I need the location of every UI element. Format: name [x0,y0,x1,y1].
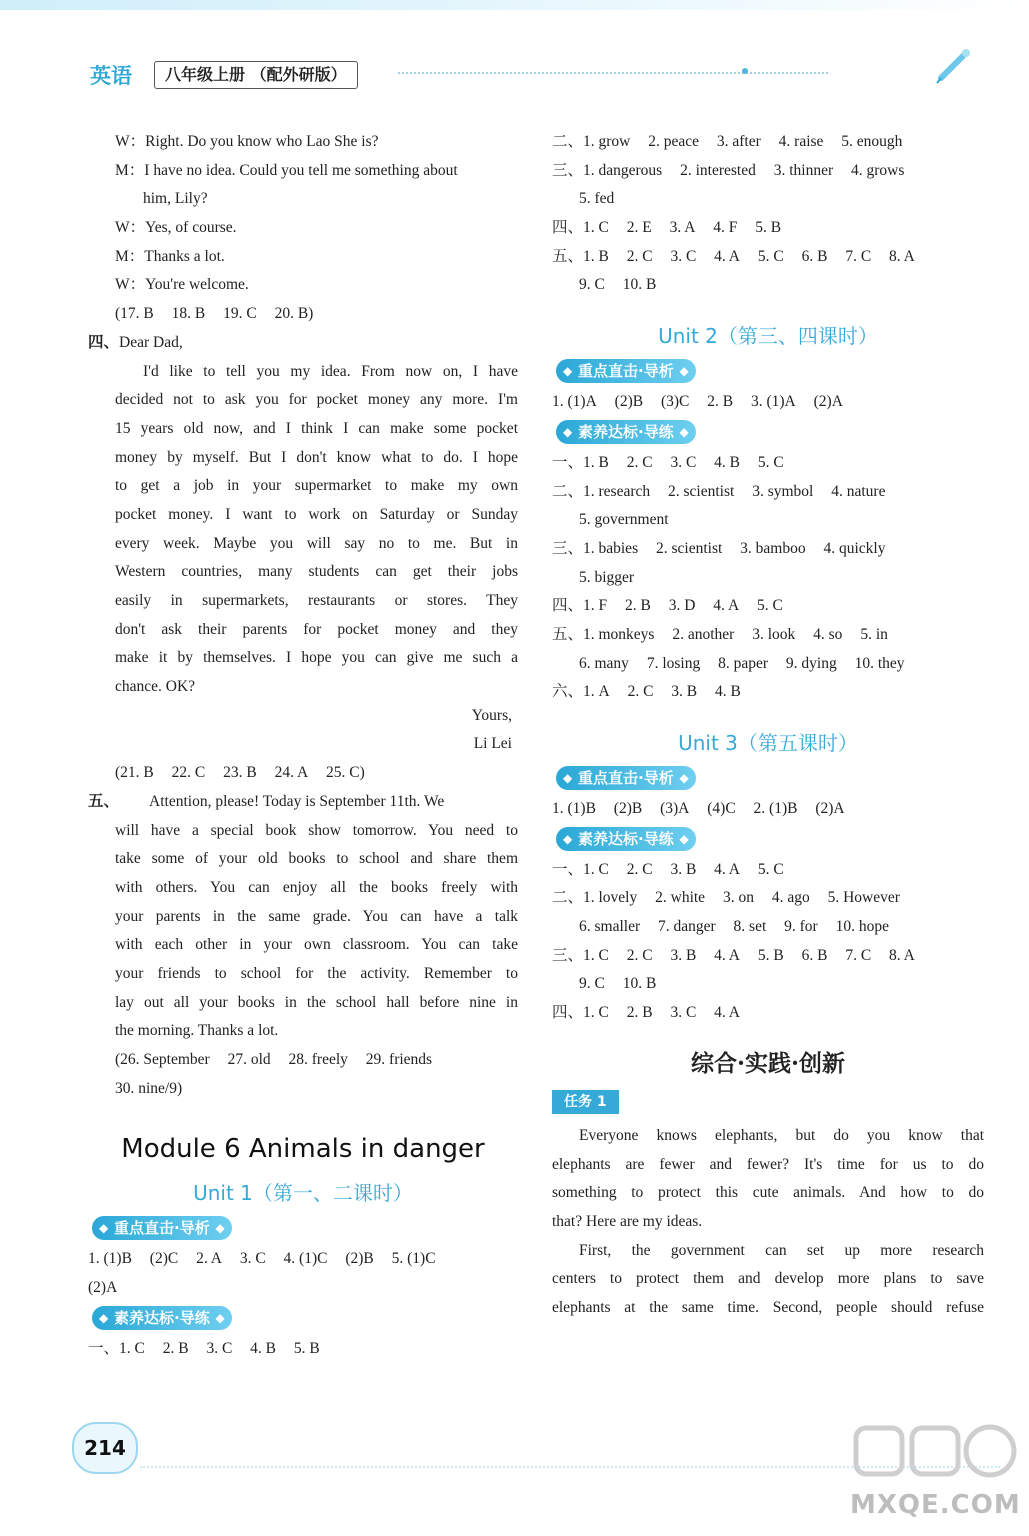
section-badge: ◆ 素养达标·导练 ◆ [556,827,696,851]
essay-line: elephants at the same time. Second, people should refuse [552,1298,984,1316]
grade-label: 八年级上册 （配外研版） [154,61,358,89]
watermark-text: MXQE.COM [850,1490,1021,1520]
answer-item: 25. C) [326,764,365,782]
watermark [850,1418,1020,1528]
answer-item: 4. nature [831,482,886,500]
answer-item: 5. enough [841,133,903,150]
letter-line: to get a job in your supermarket to make my own [115,477,518,495]
answer-item: 1. (1)B [552,800,596,817]
subject-label: 英语 [90,64,132,88]
answer-item: 8. A [889,247,915,265]
answer-line [552,128,984,157]
answer-item: 2. C [627,683,654,701]
answer-item: 6. B [801,247,828,265]
letter-line: chance. OK? [115,678,196,696]
answer-item: 六、1. A [552,683,610,701]
letter-line: money by myself. But I don't know what to do. I hope [115,448,518,466]
answer-item: 二、1. research [552,482,651,500]
watermark-logo-icon [850,1418,1020,1488]
answer-item: 2. A [196,1250,222,1268]
answer-line: 5. government [579,511,669,529]
answer-item: 2. B [707,393,734,411]
answer-line: 30. nine/9) [115,1079,183,1097]
answer-item: 四、1. C [552,1004,609,1022]
answer-line [552,243,984,272]
answer-item: (26. September [115,1051,210,1068]
answer-item: 4. raise [778,133,824,150]
answer-item: 10. hope [835,918,889,936]
answer-item: 5. C [757,597,783,615]
answer-line [552,449,984,478]
letter-line: I'd like to tell you my idea. From now on, I have [143,362,518,380]
answer-item: 3. B [671,683,698,701]
answer-item: 6. smaller [579,918,641,936]
letter-closing: Yours, [471,706,512,724]
answer-item: 4. B [715,683,741,701]
answer-line [552,214,984,243]
answer-item: 24. A [274,764,309,782]
answer-line [88,300,518,329]
answer-item: 2. C [626,453,653,471]
essay-line: that? Here are my ideas. [552,1212,703,1230]
top-color-band [0,0,1029,10]
answer-line [552,913,984,942]
answer-item: 10. they [854,654,905,672]
answer-line [552,970,984,999]
answer-item: 7. C [845,946,872,964]
answer-item: 9. for [784,918,818,936]
answer-item: 四、1. F [552,597,608,615]
answer-item: 1. (1)B [88,1250,132,1268]
answer-item: 19. C [223,305,257,323]
answer-line [88,759,518,788]
answer-item: (2)B [614,393,644,411]
left-column [88,128,518,1363]
answer-item: 2. another [672,625,735,643]
answer-item: 三、1. dangerous [552,161,663,179]
answer-item: 5. C [757,860,784,878]
answer-item: 3. C [670,453,697,471]
answer-item: 3. C [670,247,697,265]
section-title: 综合·实践·创新 [690,1049,845,1077]
answer-line [552,535,984,564]
notice-line [88,788,518,817]
answer-item: 1. (1)A [552,393,597,411]
answer-item: 3. C [239,1250,266,1268]
answer-line [552,650,984,679]
answer-item: (2)B [345,1250,374,1268]
notice-line: with others. You can enjoy all the books freely with [115,878,518,896]
answer-item: 二、1. lovely [552,889,638,907]
answer-line: 5. fed [579,190,615,208]
unit-title: Unit 2（第三、四课时） [658,324,878,349]
answer-item: 3. on [722,889,754,907]
answer-item: 2. interested [680,161,756,179]
answer-item: 8. paper [718,654,769,672]
answer-line [552,942,984,971]
answer-item: 3. C [670,1004,697,1022]
answer-line [552,678,984,707]
dialogue-line: W：Yes, of course. [115,219,237,237]
answer-item: 9. C [579,276,605,294]
answer-item: 3. look [752,625,796,643]
answer-item: 3. thinner [773,161,834,179]
salutation: Dear Dad, [119,333,183,351]
answer-line: (2)A [88,1279,118,1297]
answer-line [552,999,984,1028]
letter-line: pocket money. I want to work on Saturday or Sunday [115,505,518,523]
answer-item: 3. B [670,946,697,964]
answer-item: (2)B [613,800,643,817]
answer-line [552,271,984,300]
dialogue-line: M：Thanks a lot. [115,247,225,265]
answer-item: 6. many [579,654,629,672]
answer-item: 一、1. C [552,860,609,878]
answer-item: (4)C [707,800,736,817]
answer-item: 2. C [626,860,653,878]
answer-line [552,388,984,417]
answer-item: (3)A [660,800,690,817]
answer-item: 2. E [626,219,652,237]
module-title: Module 6 Animals in danger [121,1134,485,1165]
answer-line [552,621,984,650]
answer-line [88,1046,518,1075]
answer-item: (3)C [660,393,690,411]
answer-item: 7. C [845,247,872,265]
notice-line: your parents in the same grade. You can have a talk [115,907,518,925]
answer-item: 2. C [626,946,653,964]
answer-item: 3. D [668,597,696,615]
answer-item: 二、1. grow [552,133,631,150]
answer-item: 4. ago [771,889,810,907]
answer-item: 2. peace [648,133,700,150]
task-tag: 任务 1 [552,1090,619,1114]
letter-salutation-line [88,329,518,358]
answer-item: 五、1. monkeys [552,625,655,643]
answer-line [552,884,984,913]
notice-line: the morning. Thanks a lot. [115,1022,279,1040]
answer-item: 22. C [171,764,206,782]
header-divider [398,72,828,74]
section-label: 五、 [88,792,120,810]
answer-item: 5. However [827,889,900,907]
dialogue-line: W：You're welcome. [115,276,249,294]
notice-line: with each other in your own classroom. You can take [115,936,518,954]
answer-item: 2. scientist [668,482,735,500]
section-label: 四、 [88,333,120,351]
essay-line: First, the government can set up more research [579,1241,984,1259]
answer-item: 3. B [670,860,697,878]
dialogue-line: M：I have no idea. Could you tell me something about [115,161,458,179]
answer-item: 5. B [293,1339,320,1357]
answer-item: 五、1. B [552,247,609,265]
answer-item: 6. B [801,946,828,964]
section-badge: ◆ 重点直击·导析 ◆ [556,359,696,383]
answer-item: 4. quickly [823,539,886,557]
answer-item: 4. so [813,625,843,643]
answer-item: 4. (1)C [283,1250,328,1268]
notice-line: lay out all your books in the school hall before nine in [115,993,518,1011]
page-header [88,58,988,90]
page-number: 214 [72,1422,138,1474]
answer-item: 3. C [206,1339,233,1357]
letter-signature: Li Lei [473,735,512,753]
answer-item: 3. bamboo [740,539,806,557]
answer-item: 5. in [860,625,888,643]
answer-item: 2. (1)B [753,800,798,817]
answer-item: 4. grows [851,161,905,179]
answer-item: 2. B [625,597,651,615]
answer-line [552,157,984,186]
answer-item: 5. B [755,219,782,237]
answer-line [552,592,984,621]
answer-item: (2)C [149,1250,179,1268]
header-dot [742,68,748,74]
answer-line [88,1335,518,1364]
section-badge: ◆ 素养达标·导练 ◆ [556,420,696,444]
essay-line: centers to protect them and develop more plans to save [552,1270,984,1288]
answer-item: 四、1. C [552,219,609,237]
answer-item: 9. dying [785,654,837,672]
dialogue-line: him, Lily? [143,190,208,208]
answer-item: 7. losing [646,654,701,672]
notice-line: take some of your old books to school and share them [115,850,518,868]
answer-item: 2. C [626,247,653,265]
answer-line [88,1245,518,1274]
letter-line: decided not to ask you for pocket money any more. I'm [115,391,518,409]
answer-item: (17. B [115,305,154,323]
answer-item: 3. after [716,133,761,150]
answer-item: 8. A [889,946,915,964]
notice-line: your friends to school for the activity. Remember to [115,964,518,982]
answer-item: 4. B [714,453,740,471]
answer-item: 27. old [227,1051,271,1068]
answer-item: 2. scientist [655,539,723,557]
essay-line: something to protect this cute animals. And how to do [552,1184,984,1202]
answer-item: 23. B [223,764,257,782]
answer-item: 3. A [669,219,696,237]
letter-line: easily in supermarkets, restaurants or stores. They [115,592,518,609]
letter-line: Western countries, many students can get their jobs [115,563,518,581]
dialogue-line: W：Right. Do you know who Lao She is? [115,133,379,150]
answer-item: (2)A [813,393,843,411]
answer-item: 4. A [714,247,740,265]
essay-line: elephants are fewer and fewer? It's time for us to do [552,1155,984,1173]
answer-item: 一、1. C [88,1339,145,1357]
answer-item: 4. A [714,1004,740,1022]
answer-line: 5. bigger [579,568,635,586]
right-column [552,128,984,1323]
answer-item: 7. danger [658,918,716,936]
answer-item: 4. B [250,1339,276,1357]
notice-text: Attention, please! Today is September 11th. We [149,792,445,810]
answer-item: (2)A [815,800,845,817]
letter-line: every week. Maybe you will say no to me. But in [115,534,518,552]
answer-line [552,795,984,824]
answer-item: 4. F [713,219,738,237]
unit-title: Unit 1（第一、二课时） [193,1181,413,1206]
answer-item: 2. B [162,1339,189,1357]
answer-item: 三、1. babies [552,539,639,557]
answer-item: 28. freely [288,1051,348,1068]
section-badge: ◆ 重点直击·导析 ◆ [556,766,696,790]
answer-item: 5. C [757,247,784,265]
answer-item: 2. white [655,889,706,907]
letter-line: make it by themselves. I hope you can give me such a [115,649,518,667]
answer-item: 5. B [757,946,784,964]
answer-line [552,856,984,885]
answer-item: 18. B [171,305,206,323]
answer-item: 4. A [714,946,740,964]
answer-item: 9. C [579,975,605,993]
answer-line [552,478,984,507]
essay-line: Everyone knows elephants, but do you know that [579,1126,984,1144]
answer-item: 5. C [757,453,784,471]
answer-item: 8. set [733,918,767,936]
section-badge: ◆ 重点直击·导析 ◆ [92,1216,232,1240]
answer-item: 三、1. C [552,946,609,964]
answer-item: 10. B [622,276,657,294]
pen-icon [933,46,973,86]
letter-line: don't ask their parents for pocket money and they [115,620,518,638]
answer-item: 29. friends [365,1051,433,1068]
answer-item: 一、1. B [552,453,609,471]
answer-item: 3. (1)A [750,393,796,411]
answer-item: 20. B) [274,305,314,323]
answer-item: 3. symbol [752,482,814,500]
answer-item: 5. (1)C [391,1250,436,1268]
answer-item: (21. B [115,764,154,782]
unit-title: Unit 3（第五课时） [678,731,858,755]
answer-item: 10. B [622,975,657,993]
section-badge: ◆ 素养达标·导练 ◆ [92,1306,232,1330]
answer-item: 2. B [626,1004,653,1022]
notice-line: will have a special book show tomorrow. You need to [115,821,518,839]
answer-item: 4. A [713,597,740,615]
answer-item: 4. A [714,860,740,878]
letter-line: 15 years old now, and I think I can make some pocket [115,419,518,437]
